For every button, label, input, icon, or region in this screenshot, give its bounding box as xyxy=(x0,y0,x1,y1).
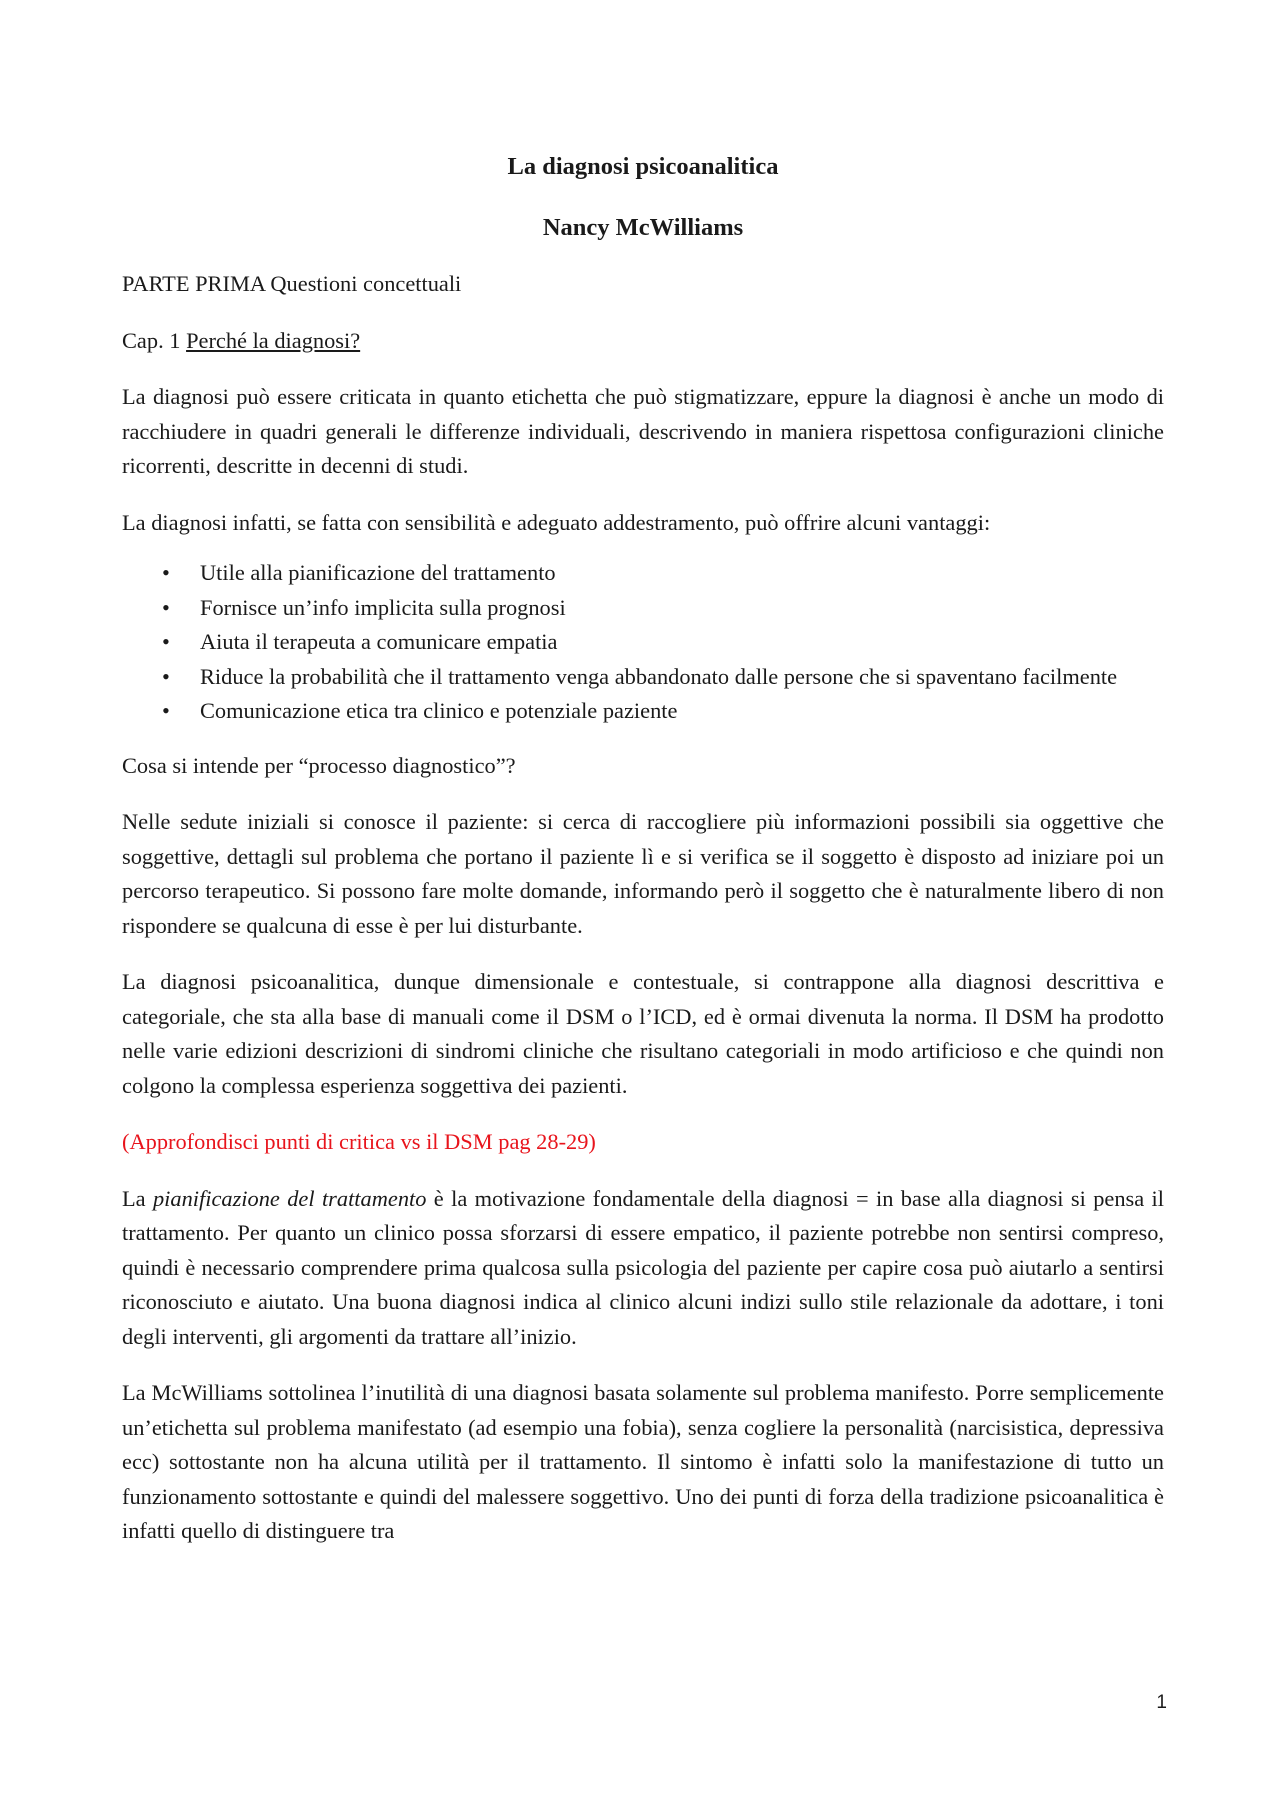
list-item xyxy=(122,556,1164,591)
list-item xyxy=(122,694,1164,729)
paragraph-6-rest: è la motivazione fondamentale della diagnosi = in base alla diagnosi si pensa il trattamento. Per quanto un clinico possa sforzarsi di essere empatico, il paziente potrebbe non sentirsi compreso, quindi è necessario comprendere prima qualcosa sulla psicologia del paziente per capire cosa può aiutarlo a sentirsi riconosciuto e aiutato. Una buona diagnosi indica al clinico alcuni indizi sullo stile relazionale da adottare, i toni degli interventi, gli argomenti da trattare all’inizio. xyxy=(122,1185,1164,1349)
chapter-prefix: Cap. 1 xyxy=(122,327,187,353)
advantages-list xyxy=(122,556,1164,729)
list-item-text: Comunicazione etica tra clinico e potenziale paziente xyxy=(200,698,678,723)
chapter-heading xyxy=(122,324,1164,359)
list-item xyxy=(122,660,1164,695)
paragraph-2: La diagnosi infatti, se fatta con sensibilità e adeguato addestramento, può offrire alcuni vantaggi: xyxy=(122,509,991,535)
section-heading: PARTE PRIMA Questioni concettuali xyxy=(122,271,462,296)
list-item-text: Riduce la probabilità che il trattamento venga abbandonato dalle persone che si spaventano facilmente xyxy=(200,663,1118,689)
bullet-icon: • xyxy=(162,663,170,689)
paragraph-7: La McWilliams sottolinea l’inutilità di una diagnosi basata solamente sul problema manifesto. Porre semplicemente un’etichetta sul problema manifestato (ad esempio una fobia), senza cogliere la personalità (narcisistica, depressiva ecc) sottostante non ha alcuna utilità per il trattamento. Il sintomo è infatti solo la manifestazione di tutto un funzionamento sottostante e quindi del malessere soggettivo. Uno dei punti di forza della tradizione psicoanalitica è infatti quello di distinguere tra xyxy=(122,1380,1164,1543)
document-author: Nancy McWilliams xyxy=(542,214,744,241)
paragraph-6-start: La xyxy=(122,1185,153,1211)
list-item-text: Aiuta il terapeuta a comunicare empatia xyxy=(200,629,558,654)
document-page xyxy=(122,150,1164,1571)
chapter-title: Perché la diagnosi? xyxy=(186,327,361,353)
page-number: 1 xyxy=(1156,1692,1167,1713)
bullet-icon: • xyxy=(162,698,170,723)
paragraph-6 xyxy=(122,1182,1164,1355)
paragraph-4: Nelle sedute iniziali si conosce il paziente: si cerca di raccogliere più informazioni possibili sia oggettive che soggettive, dettagli sul problema che portano il paziente lì e si verifica se il soggetto è disposto ad iniziare poi un percorso terapeutico. Si possono fare molte domande, informando però il soggetto che è naturalmente libero di non rispondere se qualcuna di esse è per lui disturbante. xyxy=(122,809,1164,938)
paragraph-6-italic: pianificazione del trattamento xyxy=(152,1185,427,1211)
paragraph-3: Cosa si intende per “processo diagnostico”? xyxy=(122,752,516,778)
bullet-icon: • xyxy=(162,560,170,585)
document-title: La diagnosi psicoanalitica xyxy=(507,153,779,180)
list-item xyxy=(122,625,1164,660)
list-item-text: Utile alla pianificazione del trattamento xyxy=(200,560,556,585)
bullet-icon: • xyxy=(162,594,170,620)
list-item-text: Fornisce un’info implicita sulla prognosi xyxy=(200,594,566,620)
critique-note: (Approfondisci punti di critica vs il DSM pag 28-29) xyxy=(122,1129,596,1154)
bullet-icon: • xyxy=(162,629,170,654)
list-item xyxy=(122,591,1164,626)
paragraph-1: La diagnosi può essere criticata in quanto etichetta che può stigmatizzare, eppure la diagnosi è anche un modo di racchiudere in quadri generali le differenze individuali, descrivendo in maniera rispettosa configurazioni cliniche ricorrenti, descritte in decenni di studi. xyxy=(122,384,1164,478)
paragraph-5: La diagnosi psicoanalitica, dunque dimensionale e contestuale, si contrappone alla diagnosi descrittiva e categoriale, che sta alla base di manuali come il DSM o l’ICD, ed è ormai divenuta la norma. Il DSM ha prodotto nelle varie edizioni descrizioni di sindromi cliniche che risultano categoriali in modo artificioso e che quindi non colgono la complessa esperienza soggettiva dei pazienti. xyxy=(122,969,1164,1098)
